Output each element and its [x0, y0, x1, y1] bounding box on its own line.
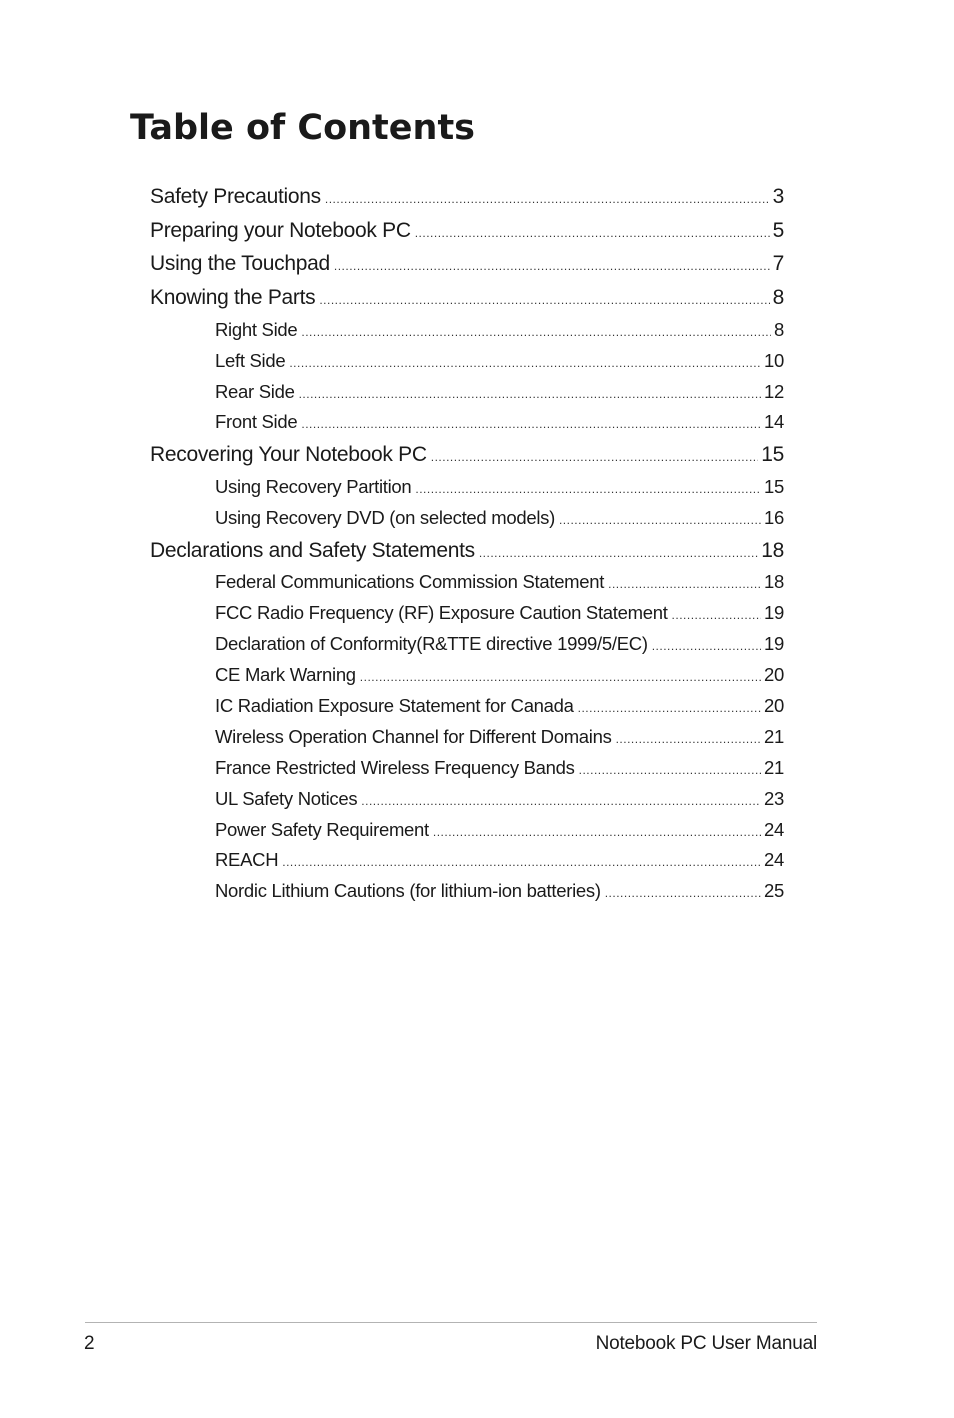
toc-entry-label: Federal Communications Commission Statement: [215, 571, 605, 593]
dot-leader: [608, 569, 761, 600]
dot-leader: [579, 755, 761, 786]
toc-entry-label: Power Safety Requirement: [215, 818, 429, 840]
toc-subentry[interactable]: [150, 845, 784, 876]
toc-entry[interactable]: [150, 214, 784, 248]
dot-leader: [299, 379, 761, 410]
toc-entry-label: Right Side: [215, 318, 298, 340]
toc-entry-page-number: 3: [772, 185, 784, 208]
toc-entry-page-number: 8: [774, 318, 784, 340]
dot-leader: [559, 505, 761, 536]
toc-subentry[interactable]: [150, 629, 784, 660]
toc-subentry[interactable]: [150, 876, 784, 907]
toc-entry-page-number: 12: [764, 380, 784, 402]
toc-entry-label: FCC Radio Frequency (RF) Exposure Caution Statement: [215, 602, 668, 624]
toc-entry-label: IC Radiation Exposure Statement for Canada: [215, 695, 574, 717]
dot-leader: [415, 217, 770, 251]
toc-subentry[interactable]: [150, 815, 784, 846]
toc-entry-label: Using Recovery DVD (on selected models): [215, 506, 555, 528]
toc-entry-label: Declarations and Safety Statements: [150, 538, 475, 562]
toc-entry-label: Declaration of Conformity(R&TTE directive 1999/5/EC): [215, 633, 648, 655]
dot-leader: [334, 250, 770, 284]
toc-entry-label: CE Mark Warning: [215, 664, 356, 686]
dot-leader: [652, 631, 761, 662]
toc-subentry[interactable]: [150, 691, 784, 722]
toc-entry-page-number: 19: [764, 602, 784, 624]
toc-entry[interactable]: [150, 534, 784, 568]
toc-entry-label: Using Recovery Partition: [215, 476, 412, 497]
toc-subentry[interactable]: [150, 598, 784, 629]
toc-entry-label: France Restricted Wireless Frequency Bands: [215, 756, 575, 778]
dot-leader: [325, 183, 770, 217]
dot-leader: [360, 662, 761, 693]
page-title: Table of Contents: [130, 108, 476, 148]
dot-leader: [433, 817, 761, 848]
footer-divider: [85, 1322, 817, 1323]
toc-subentry[interactable]: [150, 503, 784, 534]
footer-manual-title: Notebook PC User Manual: [595, 1333, 817, 1354]
dot-leader: [605, 878, 761, 909]
toc-entry[interactable]: [150, 247, 784, 281]
dot-leader: [431, 441, 758, 475]
toc-entry-label: Safety Precautions: [150, 185, 321, 208]
toc-entry-page-number: 25: [764, 880, 784, 902]
toc-entry-label: Nordic Lithium Cautions (for lithium-ion batteries): [215, 880, 601, 902]
toc-entry-label: REACH: [215, 849, 279, 871]
toc-entry-page-number: 10: [764, 349, 784, 371]
toc-entry-page-number: 24: [764, 849, 784, 871]
toc-entry-page-number: 5: [772, 218, 784, 242]
toc-entry-page-number: 15: [764, 476, 784, 497]
toc-subentry[interactable]: [150, 567, 784, 598]
toc-entry-page-number: 16: [764, 506, 784, 528]
toc-entry-page-number: 24: [764, 818, 784, 840]
toc-subentry[interactable]: [150, 472, 784, 503]
toc-subentry[interactable]: [150, 784, 784, 815]
toc-entry-label: Rear Side: [215, 380, 295, 402]
toc-entry-label: Knowing the Parts: [150, 286, 316, 310]
toc-entry-label: Using the Touchpad: [150, 252, 330, 276]
toc-entry[interactable]: [150, 281, 784, 315]
toc-entry-page-number: 21: [764, 725, 784, 747]
dot-leader: [319, 284, 769, 318]
toc-entry-label: Front Side: [215, 411, 298, 433]
toc-subentry[interactable]: [150, 315, 784, 346]
toc-entry[interactable]: [150, 180, 784, 214]
toc-entry-page-number: 7: [772, 252, 784, 276]
dot-leader: [415, 474, 761, 505]
toc-subentry[interactable]: [150, 722, 784, 753]
toc-entry-page-number: 21: [764, 756, 784, 778]
toc-entry-label: UL Safety Notices: [215, 787, 358, 809]
dot-leader: [282, 847, 761, 878]
dot-leader: [301, 317, 771, 348]
toc-entry[interactable]: [150, 438, 784, 472]
toc-entry-label: Wireless Operation Channel for Different Domains: [215, 725, 612, 747]
toc-subentry[interactable]: [150, 346, 784, 377]
dot-leader: [672, 600, 761, 631]
footer-page-number: 2: [84, 1333, 95, 1354]
dot-leader: [301, 409, 761, 440]
toc-entry-label: Recovering Your Notebook PC: [150, 443, 427, 467]
toc-entry-page-number: 14: [764, 411, 784, 433]
dot-leader: [616, 724, 761, 755]
toc-entry-page-number: 20: [764, 664, 784, 686]
toc-entry-page-number: 8: [772, 286, 784, 310]
dot-leader: [479, 537, 758, 571]
dot-leader: [361, 786, 761, 817]
dot-leader: [289, 348, 761, 379]
toc-entry-label: Preparing your Notebook PC: [150, 218, 411, 242]
toc-entry-page-number: 23: [764, 787, 784, 809]
table-of-contents: [150, 180, 784, 907]
toc-subentry[interactable]: [150, 377, 784, 408]
dot-leader: [578, 693, 761, 724]
toc-entry-page-number: 19: [764, 633, 784, 655]
toc-entry-label: Left Side: [215, 349, 286, 371]
toc-entry-page-number: 20: [764, 695, 784, 717]
toc-entry-page-number: 18: [764, 571, 784, 593]
toc-subentry[interactable]: [150, 407, 784, 438]
toc-subentry[interactable]: [150, 660, 784, 691]
toc-subentry[interactable]: [150, 753, 784, 784]
toc-entry-page-number: 18: [761, 538, 784, 562]
toc-entry-page-number: 15: [761, 443, 784, 467]
